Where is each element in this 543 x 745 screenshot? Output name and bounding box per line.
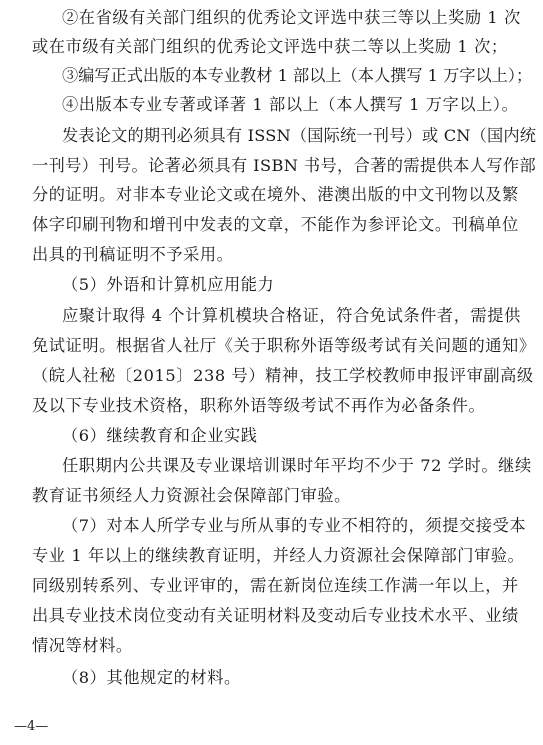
- text-line: 发表论文的期刊必须具有 ISSN（国际统一刊号）或 CN（国内统: [62, 126, 537, 145]
- text-line: ③编写正式出版的本专业教材 1 部以上（本人撰写 1 万字以上）；: [62, 66, 533, 85]
- text-line: 出具的刊稿证明不予采用。: [32, 245, 234, 264]
- text-line: 任职期内公共课及专业课培训课时年平均不少于 72 学时。继续: [62, 456, 532, 475]
- text-line: 体字印刷刊物和增刊中发表的文章，不能作为参评论文。刊稿单位: [32, 215, 519, 234]
- text-line: ②在省级有关部门组织的优秀论文评选中获三等以上奖励 1 次: [62, 8, 521, 27]
- text-line: 免试证明。根据省人社厅《关于职称外语等级考试有关问题的通知》: [32, 336, 536, 355]
- text-line: 情况等材料。: [32, 636, 133, 655]
- text-line: 教育证书须经人力资源社会保障部门审验。: [32, 486, 351, 505]
- text-line: 分的证明。对非本专业论文或在境外、港澳出版的中文刊物以及繁: [32, 185, 519, 204]
- section-heading: （8）其他规定的材料。: [62, 668, 241, 687]
- page-number: —4—: [14, 719, 49, 734]
- text-line: ④出版本专业专著或译著 1 部以上（本人撰写 1 万字以上）。: [62, 95, 519, 114]
- text-line: 及以下专业技术资格，职称外语等级考试不再作为必备条件。: [32, 396, 486, 415]
- text-line: 或在市级有关部门组织的优秀论文评选中获二等以上奖励 1 次；: [32, 37, 508, 56]
- text-line: 应聚计取得 4 个计算机模块合格证，符合免试条件者，需提供: [62, 306, 521, 325]
- text-line: 一刊号）刊号。论著必须具有 ISBN 书号，合著的需提供本人写作部: [32, 156, 537, 175]
- text-line: （皖人社秘〔2015〕238 号）精神，技工学校教师申报评审副高级: [32, 366, 534, 385]
- section-heading: （5）外语和计算机应用能力: [62, 275, 275, 294]
- text-line: 出具专业技术岗位变动有关证明材料及变动后专业技术水平、业绩: [32, 606, 519, 625]
- text-line: 同级别转系列、专业评审的，需在新岗位连续工作满一年以上，并: [32, 576, 519, 595]
- section-heading: （6）继续教育和企业实践: [62, 426, 258, 445]
- text-line: 专业 1 年以上的继续教育证明，并经人力资源社会保障部门审验。: [32, 546, 525, 565]
- section-heading: （7）对本人所学专业与所从事的专业不相符的，须提交接受本: [62, 516, 527, 535]
